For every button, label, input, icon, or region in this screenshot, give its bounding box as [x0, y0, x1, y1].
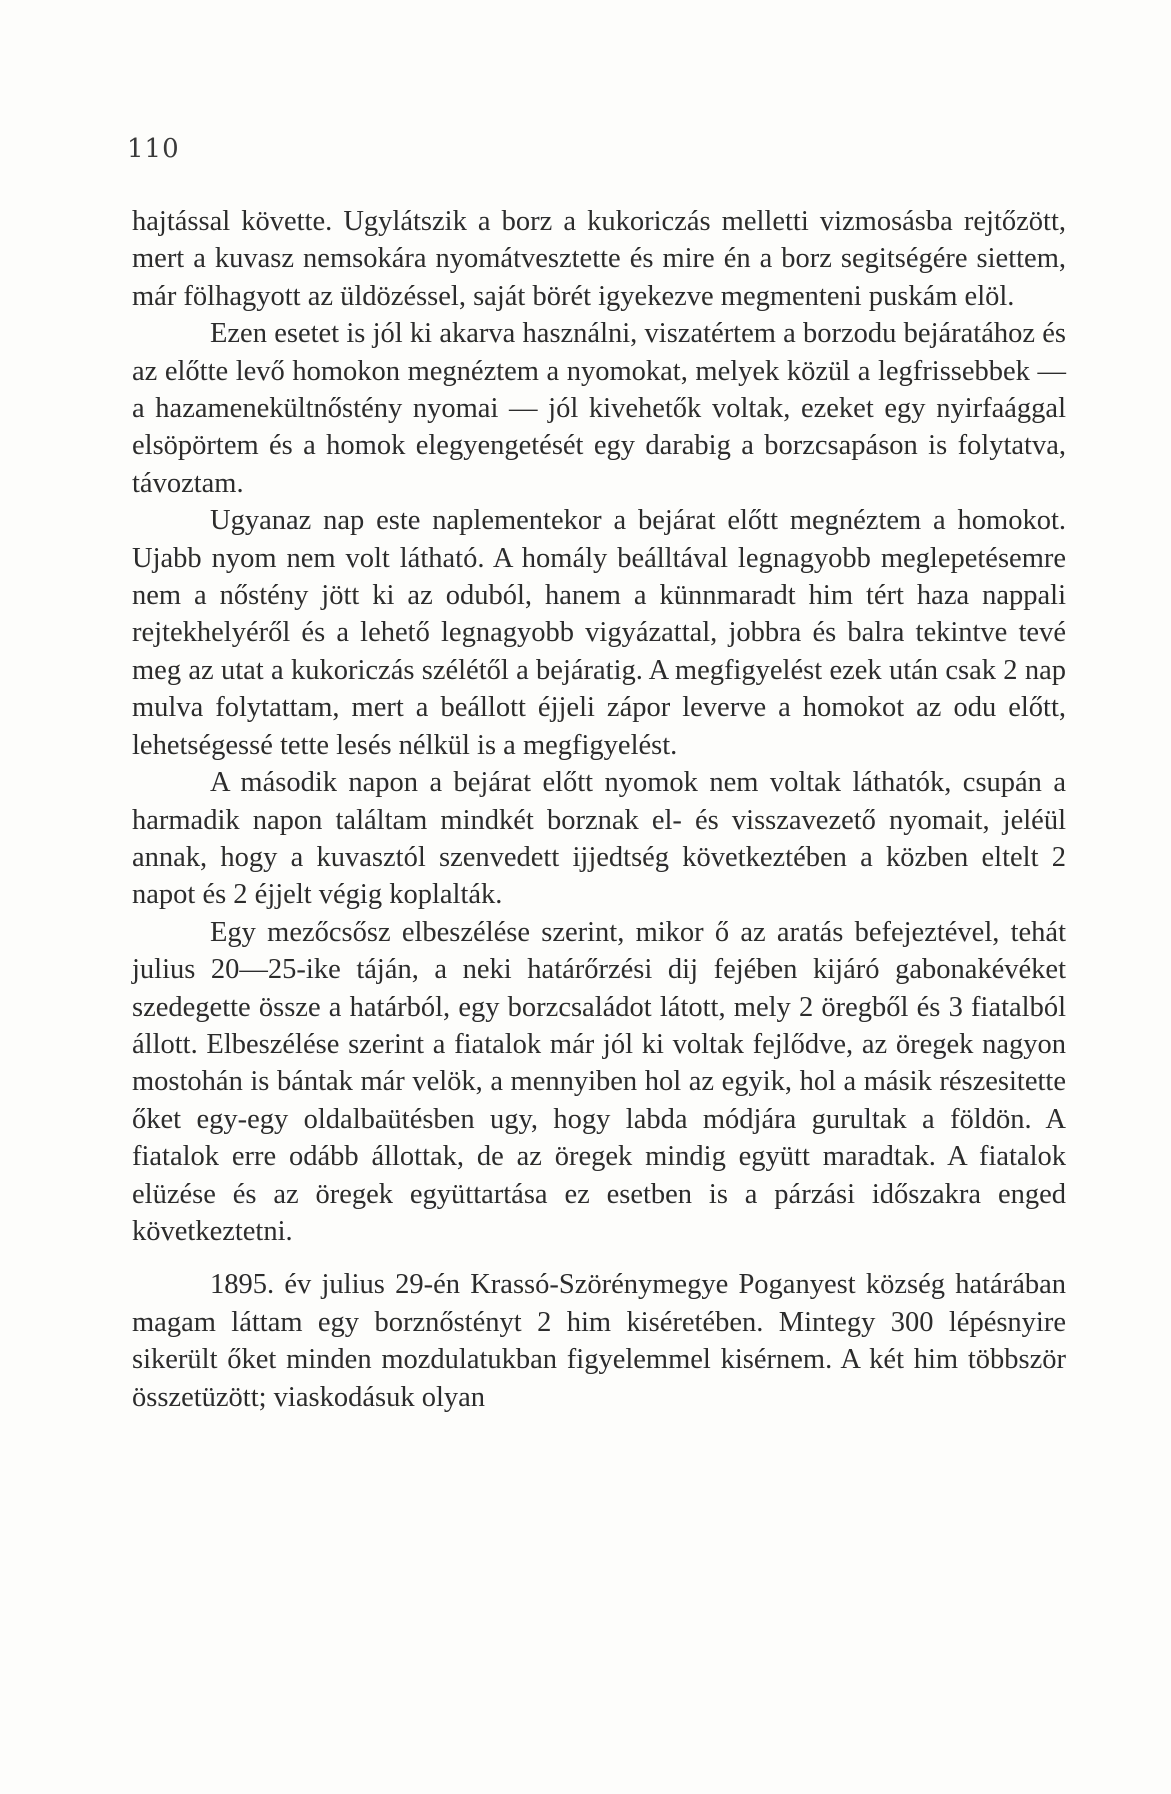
- paragraph-6: 1895. év julius 29-én Krassó-Szörénymegye Poganyest község határában magam láttam egy borznőstényt 2 him kiséretében. Mintegy 300 lépésnyire sikerült őket minden mozdulatukban figyelemmel kisérnem. A két him többször összetüzött; viaskodásuk olyan: [132, 1269, 1066, 1413]
- paragraph-5: Egy mezőcsősz elbeszélése szerint, mikor ő az aratás befejeztével, tehát julius 20—25-ike táján, a neki határőrzési dij fejében kijáró gabonakévéket szedegette össze a határból, egy borzcsaládot látott, mely 2 öregből és 3 fiatalból állott. Elbeszélése szerint a fiatalok már jól ki voltak fejlődve, az öregek nagyon mostohán is bántak már velök, a mennyiben hol az egyik, hol a másik részesitette őket egy-egy oldalbaütésben ugy, hogy labda módjára gurultak a földön. A fiatalok erre odább állottak, de az öregek mindig együtt maradtak. A fiatalok elüzése és az öregek együttartása ez esetben is a párzási időszakra enged következtetni.: [132, 916, 1066, 1247]
- paragraph-3: Ugyanaz nap este naplementekor a bejárat előtt megnéztem a homokot. Ujabb nyom nem volt látható. A homály beálltával legnagyobb meglepetésemre nem a nőstény jött ki az oduból, hanem a künnmaradt him tért haza nappali rejtekhelyéről és a lehető legnagyobb vigyázattal, jobbra és balra tekintve tevé meg az utat a kukoriczás szélétől a bejáratig. A megfigyelést ezek után csak 2 nap mulva folytattam, mert a beállott éjjeli zápor leverve a homokot az odu előtt, lehetségessé tette lesés nélkül is a megfigyelést.: [132, 505, 1066, 761]
- page-number: 110: [127, 134, 180, 164]
- body-text: [132, 203, 1066, 1416]
- paragraph-2: Ezen esetet is jól ki akarva használni, viszatértem a borzodu bejáratához és az előtte levő homokon megnéztem a nyomokat, melyek közül a legfrissebbek — a hazamenekültnőstény nyomai — jól kivehetők voltak, ezeket egy nyirfaággal elsöpörtem és a homok elegyengetését egy darabig a borzcsapáson is folytatva, távoztam.: [132, 318, 1066, 499]
- paragraph-4: A második napon a bejárat előtt nyomok nem voltak láthatók, csupán a harmadik napon találtam mindkét borznak el- és visszavezető nyomait, jeléül annak, hogy a kuvasztól szenvedett ijjedtség következtében a közben eltelt 2 napot és 2 éjjelt végig koplalták.: [132, 767, 1066, 911]
- paragraph-1: hajtással követte. Ugylátszik a borz a kukoriczás melletti vizmosásba rejtőzött, mert a kuvasz nemsokára nyomátvesztette és mire én a borz segitségére siettem, már fölhagyott az üldözéssel, saját börét igyekezve megmenteni puskám elöl.: [132, 206, 1066, 312]
